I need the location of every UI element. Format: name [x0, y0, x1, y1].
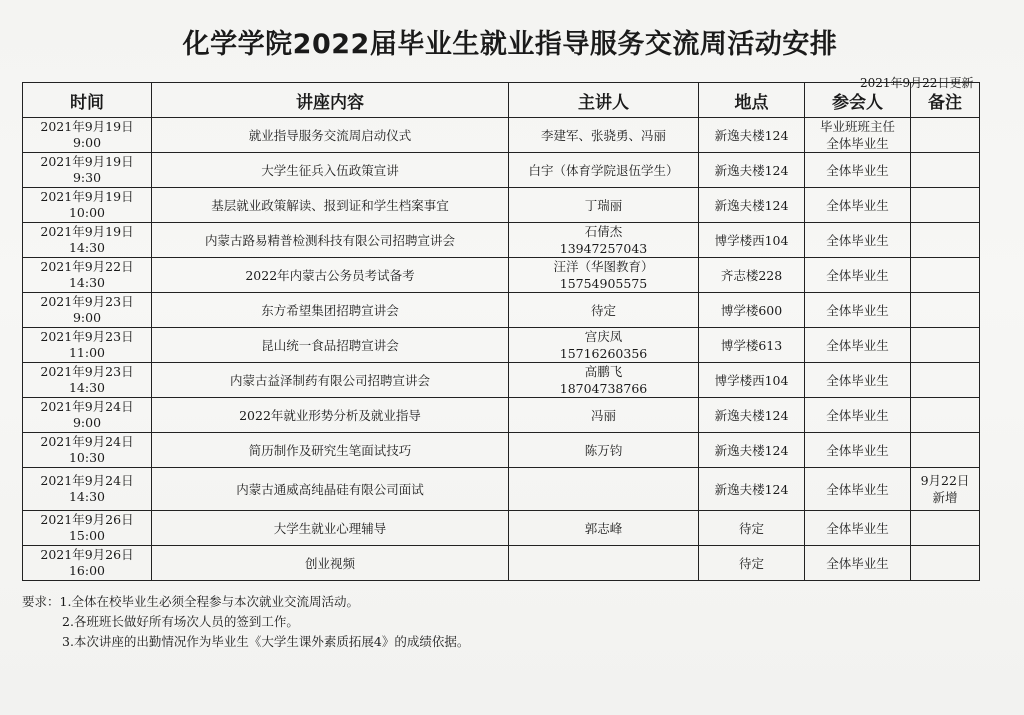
location-line-1: 新逸夫楼124: [714, 407, 789, 423]
remark-cell: [911, 293, 980, 328]
time-line-1: 2021年9月26日: [40, 547, 134, 562]
location-line-1: 待定: [738, 555, 764, 571]
location-cell: [699, 511, 805, 546]
remark-cell: [911, 546, 980, 581]
time-cell: [23, 188, 152, 223]
table-row: [23, 258, 980, 293]
topic-line-1: 基层就业政策解读、报到证和学生档案事宜: [211, 197, 449, 213]
topic-line-1: 大学生就业心理辅导: [273, 520, 387, 536]
remark-cell: [911, 223, 980, 258]
speaker-line-1: 陈万钧: [584, 442, 623, 458]
time-cell: [23, 118, 152, 153]
speaker-line-2: 15754905575: [559, 276, 648, 291]
topic-line-1: 内蒙古益泽制药有限公司招聘宣讲会: [229, 372, 430, 388]
speaker-cell: [509, 468, 699, 511]
attendees-cell: [805, 188, 911, 223]
table-row: [23, 363, 980, 398]
remark-cell: [911, 118, 980, 153]
time-line-2: 11:00: [68, 345, 106, 360]
location-line-1: 博学楼613: [720, 337, 783, 353]
table-row: [23, 223, 980, 258]
attendees-cell: [805, 468, 911, 511]
speaker-cell: [509, 258, 699, 293]
attendees-cell: [805, 433, 911, 468]
attendees-cell: [805, 258, 911, 293]
remark-cell: [911, 188, 980, 223]
attendees-line-1: 全体毕业生: [826, 555, 889, 571]
attendees-line-1: 毕业班班主任: [819, 119, 895, 134]
remark-cell: [911, 433, 980, 468]
header-attendees: 参会人: [805, 83, 911, 118]
location-cell: [699, 546, 805, 581]
header-location: 地点: [699, 83, 805, 118]
time-line-2: 9:00: [72, 135, 102, 150]
remark-line-2: 新增: [932, 490, 958, 505]
topic-line-1: 东方希望集团招聘宣讲会: [261, 302, 399, 318]
location-line-1: 博学楼西104: [714, 372, 789, 388]
attendees-cell: [805, 511, 911, 546]
topic-cell: [152, 223, 509, 258]
speaker-line-2: 13947257043: [559, 241, 648, 256]
topic-cell: [152, 118, 509, 153]
time-line-2: 10:00: [68, 205, 106, 220]
topic-cell: [152, 468, 509, 511]
document-title: 化学学院2022届毕业生就业指导服务交流周活动安排: [182, 29, 838, 60]
speaker-cell: [509, 118, 699, 153]
time-line-1: 2021年9月24日: [40, 434, 134, 449]
topic-line-1: 创业视频: [304, 555, 355, 571]
time-line-2: 9:00: [72, 415, 102, 430]
speaker-line-1: 高鹏飞: [584, 364, 623, 379]
time-cell: [23, 258, 152, 293]
time-cell: [23, 546, 152, 581]
speaker-line-1: 汪洋（华图教育）: [553, 259, 654, 274]
remark-cell: [911, 468, 980, 511]
time-line-2: 15:00: [68, 528, 106, 543]
topic-line-1: 简历制作及研究生笔面试技巧: [248, 442, 412, 458]
topic-cell: [152, 433, 509, 468]
requirements-notes: [22, 592, 469, 652]
speaker-line-1: 石倩杰: [584, 224, 623, 239]
speaker-cell: [509, 398, 699, 433]
time-line-2: 9:30: [72, 170, 102, 185]
time-line-2: 14:30: [68, 380, 106, 395]
location-cell: [699, 293, 805, 328]
remark-cell: [911, 153, 980, 188]
time-line-2: 14:30: [68, 275, 106, 290]
speaker-line-1: 李建军、张骁勇、冯丽: [540, 127, 666, 143]
speaker-cell: [509, 511, 699, 546]
speaker-line-1: 宫庆凤: [584, 329, 623, 344]
speaker-line-1: 冯丽: [590, 407, 616, 423]
table-row: [23, 118, 980, 153]
time-line-1: 2021年9月24日: [40, 473, 134, 488]
time-line-2: 10:30: [68, 450, 106, 465]
requirement-item-3: 3.本次讲座的出勤情况作为毕业生《大学生课外素质拓展4》的成绩依据。: [62, 634, 470, 649]
table-row: [23, 328, 980, 363]
topic-cell: [152, 293, 509, 328]
attendees-cell: [805, 398, 911, 433]
speaker-cell: [509, 188, 699, 223]
table-row: [23, 153, 980, 188]
topic-cell: [152, 511, 509, 546]
time-line-1: 2021年9月19日: [40, 224, 134, 239]
time-line-1: 2021年9月24日: [40, 399, 134, 414]
attendees-line-1: 全体毕业生: [826, 442, 889, 458]
update-note: 2021年9月22日更新: [860, 76, 974, 90]
time-cell: [23, 433, 152, 468]
location-cell: [699, 363, 805, 398]
attendees-line-2: 全体毕业生: [826, 136, 889, 151]
speaker-cell: [509, 153, 699, 188]
speaker-line-1: 待定: [590, 302, 616, 318]
attendees-cell: [805, 223, 911, 258]
topic-cell: [152, 258, 509, 293]
location-line-1: 齐志楼228: [720, 267, 783, 283]
time-cell: [23, 328, 152, 363]
header-topic: 讲座内容: [152, 83, 509, 118]
table-row: [23, 188, 980, 223]
time-line-2: 14:30: [68, 240, 106, 255]
attendees-line-1: 全体毕业生: [826, 372, 889, 388]
topic-line-1: 内蒙古通威高纯晶硅有限公司面试: [236, 481, 424, 497]
requirements-label: 要求：: [22, 594, 60, 609]
location-line-1: 新逸夫楼124: [714, 442, 789, 458]
topic-line-1: 2022年内蒙古公务员考试备考: [245, 267, 415, 283]
location-cell: [699, 398, 805, 433]
topic-line-1: 昆山统一食品招聘宣讲会: [261, 337, 399, 353]
time-line-2: 16:00: [68, 563, 106, 578]
time-line-1: 2021年9月23日: [40, 364, 134, 379]
attendees-line-1: 全体毕业生: [826, 337, 889, 353]
time-cell: [23, 153, 152, 188]
remark-line-1: 9月22日: [920, 473, 970, 488]
requirement-item-1: 1.全体在校毕业生必须全程参与本次就业交流周活动。: [59, 594, 359, 609]
topic-cell: [152, 398, 509, 433]
time-line-2: 9:00: [72, 310, 102, 325]
location-line-1: 新逸夫楼124: [714, 127, 789, 143]
speaker-cell: [509, 293, 699, 328]
header-remark: 备注: [911, 83, 980, 118]
time-cell: [23, 468, 152, 511]
topic-line-1: 大学生征兵入伍政策宣讲: [261, 162, 399, 178]
time-line-1: 2021年9月23日: [40, 329, 134, 344]
location-cell: [699, 153, 805, 188]
time-cell: [23, 223, 152, 258]
topic-line-1: 内蒙古路易精普检测科技有限公司招聘宣讲会: [204, 232, 455, 248]
speaker-cell: [509, 328, 699, 363]
table-row: [23, 546, 980, 581]
speaker-cell: [509, 546, 699, 581]
speaker-line-1: 丁瑞丽: [584, 197, 623, 213]
attendees-cell: [805, 363, 911, 398]
remark-cell: [911, 398, 980, 433]
time-cell: [23, 293, 152, 328]
time-line-1: 2021年9月19日: [40, 189, 134, 204]
attendees-cell: [805, 328, 911, 363]
time-line-1: 2021年9月19日: [40, 154, 134, 169]
remark-cell: [911, 328, 980, 363]
location-line-1: 博学楼600: [720, 302, 783, 318]
table-row: [23, 433, 980, 468]
location-cell: [699, 468, 805, 511]
time-cell: [23, 511, 152, 546]
location-cell: [699, 118, 805, 153]
attendees-line-1: 全体毕业生: [826, 520, 889, 536]
location-line-1: 新逸夫楼124: [714, 162, 789, 178]
attendees-cell: [805, 293, 911, 328]
time-cell: [23, 398, 152, 433]
table-row: [23, 511, 980, 546]
speaker-line-1: 郭志峰: [584, 520, 623, 536]
location-cell: [699, 258, 805, 293]
topic-cell: [152, 328, 509, 363]
speaker-line-1: 白宇（体育学院退伍学生）: [528, 162, 679, 178]
location-line-1: 待定: [738, 520, 764, 536]
location-line-1: 新逸夫楼124: [714, 481, 789, 497]
time-cell: [23, 363, 152, 398]
speaker-line-2: 15716260356: [559, 346, 648, 361]
requirement-item-2: 2.各班班长做好所有场次人员的签到工作。: [62, 614, 299, 629]
location-cell: [699, 433, 805, 468]
speaker-line-2: 18704738766: [559, 381, 648, 396]
attendees-line-1: 全体毕业生: [826, 407, 889, 423]
attendees-line-1: 全体毕业生: [826, 197, 889, 213]
attendees-cell: [805, 546, 911, 581]
table-row: [23, 293, 980, 328]
topic-cell: [152, 153, 509, 188]
location-line-1: 新逸夫楼124: [714, 197, 789, 213]
attendees-cell: [805, 118, 911, 153]
topic-cell: [152, 188, 509, 223]
topic-cell: [152, 363, 509, 398]
remark-cell: [911, 258, 980, 293]
table-row: [23, 398, 980, 433]
topic-line-1: 2022年就业形势分析及就业指导: [239, 407, 421, 423]
attendees-cell: [805, 153, 911, 188]
remark-cell: [911, 511, 980, 546]
header-row: [23, 83, 980, 118]
attendees-line-1: 全体毕业生: [826, 232, 889, 248]
time-line-1: 2021年9月22日: [40, 259, 134, 274]
speaker-cell: [509, 363, 699, 398]
header-speaker: 主讲人: [509, 83, 699, 118]
attendees-line-1: 全体毕业生: [826, 267, 889, 283]
attendees-line-1: 全体毕业生: [826, 302, 889, 318]
time-line-1: 2021年9月19日: [40, 119, 134, 134]
time-line-1: 2021年9月23日: [40, 294, 134, 309]
header-time: 时间: [23, 83, 152, 118]
speaker-cell: [509, 433, 699, 468]
location-cell: [699, 223, 805, 258]
schedule-table: [22, 82, 980, 581]
attendees-line-1: 全体毕业生: [826, 481, 889, 497]
table-row: [23, 468, 980, 511]
speaker-cell: [509, 223, 699, 258]
attendees-line-1: 全体毕业生: [826, 162, 889, 178]
time-line-2: 14:30: [68, 489, 106, 504]
location-cell: [699, 188, 805, 223]
topic-line-1: 就业指导服务交流周启动仪式: [248, 127, 412, 143]
location-cell: [699, 328, 805, 363]
time-line-1: 2021年9月26日: [40, 512, 134, 527]
topic-cell: [152, 546, 509, 581]
location-line-1: 博学楼西104: [714, 232, 789, 248]
remark-cell: [911, 363, 980, 398]
